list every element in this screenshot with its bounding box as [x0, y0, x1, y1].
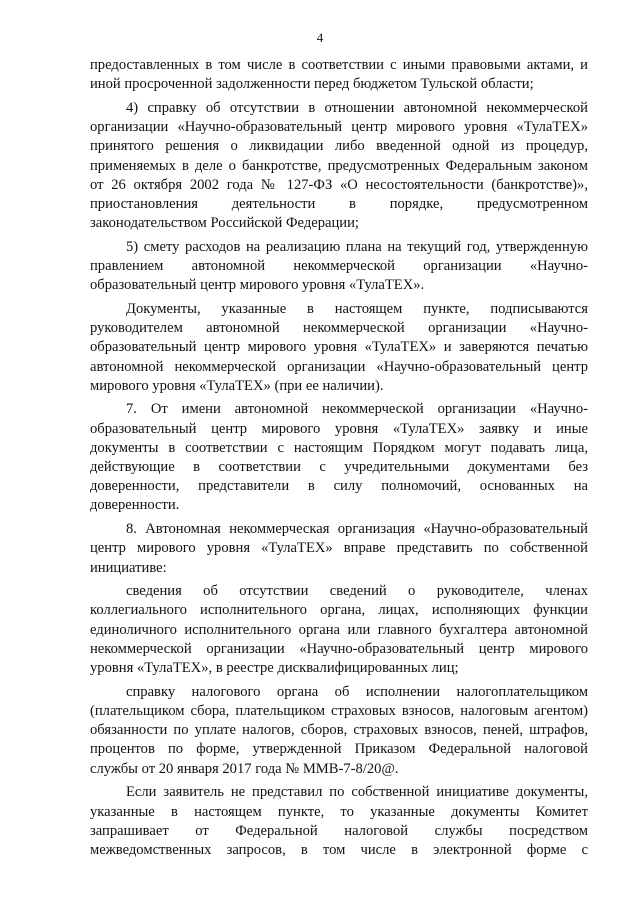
paragraph [90, 238, 588, 296]
text-line: предоставленных в том числе в соответствии с иными правовыми актами, и [90, 57, 588, 73]
text-line: правлением автономной некоммерческой организации «Научно- [90, 258, 588, 275]
text-line: принятого решения о ликвидации либо введенной одной из процедур, [90, 138, 588, 155]
text-line: указанные в настоящем пункте, то указанные документы Комитет [90, 803, 588, 820]
text-line: организации «Научно-образовательный центр мирового уровня «ТулаТЕХ» [90, 119, 588, 136]
paragraph [90, 582, 588, 678]
text-line: образовательный центр мирового уровня «ТулаТЕХ». [90, 277, 425, 294]
paragraph [90, 300, 588, 396]
text-line: Если заявитель не представил по собственной инициативе документы, [126, 784, 588, 801]
text-line: документы в соответствии с настоящим Порядком могут подавать лица, [90, 439, 588, 456]
text-line: применяемых в деле о банкротстве, предусмотренных Федеральным законом [90, 157, 588, 174]
text-line: 5) смету расходов на реализацию плана на текущий год, утвержденную [126, 238, 588, 255]
text-line: уровня «ТулаТЕХ», в реестре дисквалифицированных лиц; [90, 660, 459, 677]
text-line: от 26 октября 2002 года № 127-ФЗ «О несостоятельности (банкротстве)», [90, 176, 588, 193]
page-number: 4 [316, 30, 324, 45]
paragraph [90, 99, 588, 233]
text-line: обязанности по уплате налогов, сборов, страховых взносов, пеней, штрафов, [90, 722, 588, 739]
text-line: действующие в соответствии с учредительными документами без [90, 459, 588, 476]
paragraph [90, 400, 588, 515]
text-line: коллегиального исполнительного органа, лицах, исполняющих функции [90, 602, 588, 619]
text-line: единоличного исполнительного органа или главного бухгалтера автономной [90, 621, 588, 638]
text-line: 7. От имени автономной некоммерческой организации «Научно- [126, 401, 588, 418]
text-line: Документы, указанные в настоящем пункте, подписываются [126, 300, 588, 317]
text-line: мирового уровня «ТулаТЕХ» (при ее наличии). [90, 377, 384, 394]
text-line: службы от 20 января 2017 года № ММВ-7-8/20@. [90, 760, 399, 777]
document-body [90, 56, 588, 860]
text-line: доверенности. [90, 497, 180, 514]
text-line: справку налогового органа об исполнении налогоплательщиком [126, 683, 588, 700]
paragraph [90, 56, 588, 94]
text-line: образовательный центр мирового уровня «ТулаТЕХ» заявку и иные [90, 420, 588, 437]
text-line: запрашивает от Федеральной налоговой службы посредством [90, 822, 588, 839]
text-line: образовательный центр мирового уровня «ТулаТЕХ» и заверяются печатью [90, 339, 588, 356]
text-line: центр мирового уровня «ТулаТЕХ» вправе представить по собственной [90, 540, 588, 557]
text-line: инициативе: [90, 559, 167, 576]
text-line: законодательством Российской Федерации; [90, 215, 359, 232]
text-line: автономной некоммерческой организации «Научно-образовательный центр [90, 358, 588, 375]
paragraph [90, 520, 588, 578]
paragraph [90, 783, 588, 860]
text-line: 8. Автономная некоммерческая организация «Научно-образовательный [126, 521, 588, 538]
text-line: руководителем автономной некоммерческой организации «Научно- [90, 320, 588, 337]
text-line: доверенности, представители в силу полномочий, основанных на [90, 478, 588, 495]
text-line: иной просроченной задолженности перед бюджетом Тульской области; [90, 76, 534, 93]
text-line: 4) справку об отсутствии в отношении автономной некоммерческой [126, 99, 588, 116]
text-line: (плательщиком сбора, плательщиком страховых взносов, налоговым агентом) [90, 703, 588, 719]
text-line: межведомственных запросов, в том числе в электронной форме с [90, 841, 588, 858]
text-line: некоммерческой организации «Научно-образовательный центр мирового [90, 640, 588, 657]
text-line: сведения об отсутствии сведений о руководителе, членах [126, 583, 588, 600]
text-line: процентов по форме, утвержденной Приказом Федеральной налоговой [90, 741, 588, 758]
text-line: приостановления деятельности в порядке, предусмотренном [90, 195, 588, 212]
paragraph [90, 683, 588, 779]
